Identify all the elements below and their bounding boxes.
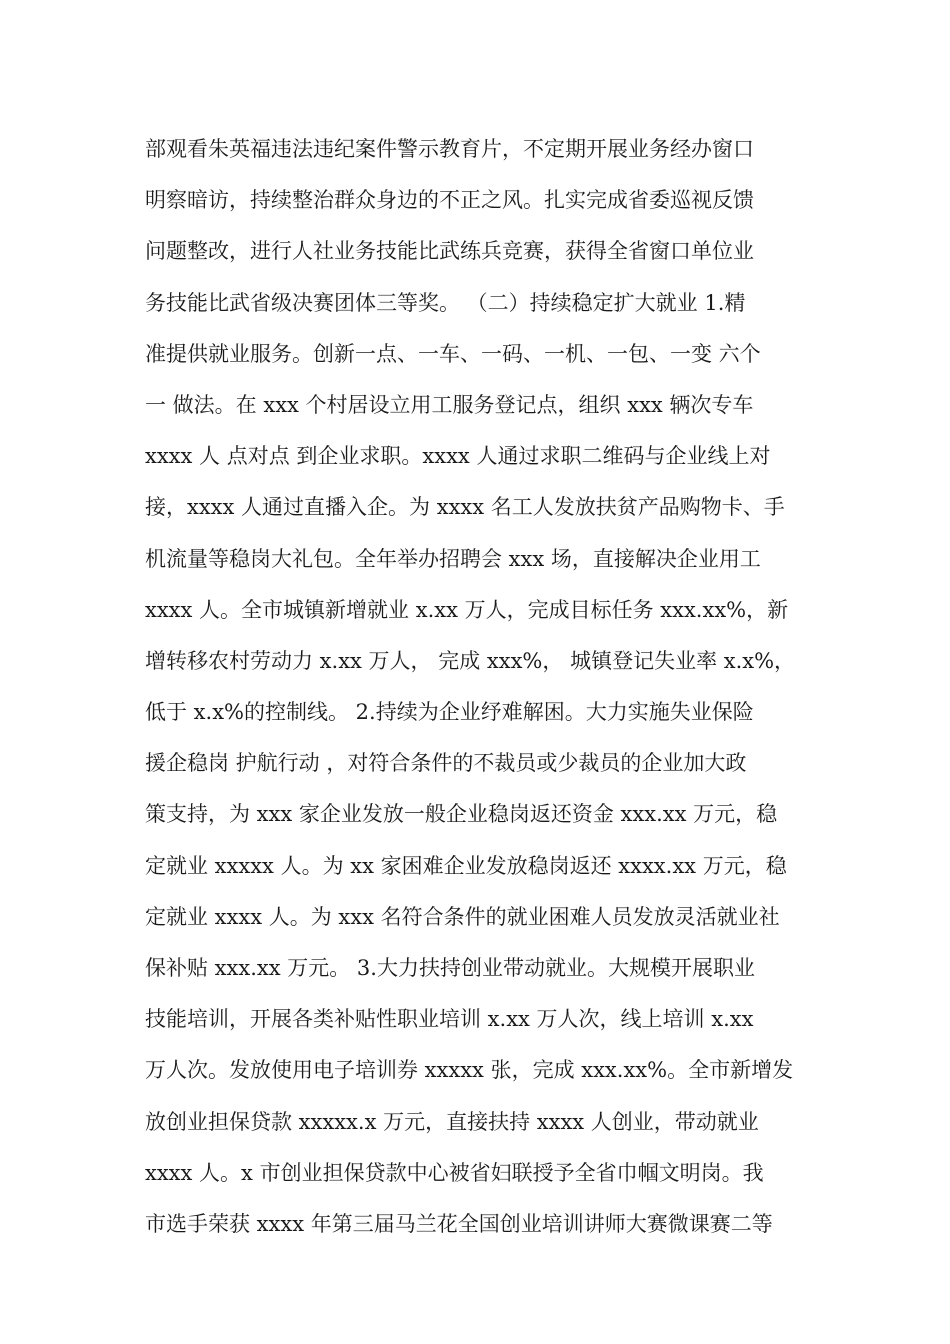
text-line: 机流量等稳岗大礼包。全年举办招聘会 xxx 场，直接解决企业用工 (145, 546, 761, 571)
text-line: 一 做法。在 xxx 个村居设立用工服务登记点，组织 xxx 辆次专车 (145, 392, 754, 417)
text-line: 增转移农村劳动力 x.xx 万人， 完成 xxx%， 城镇登记失业率 x.x%， (145, 648, 796, 673)
text-line: xxxx 人。x 市创业担保贷款中心被省妇联授予全省巾帼文明岗。我 (145, 1160, 764, 1185)
text-line: 保补贴 xxx.xx 万元。 3.大力扶持创业带动就业。大规模开展职业 (145, 956, 755, 980)
text-line: 策支持，为 xxx 家企业发放一般企业稳岗返还资金 xxx.xx 万元，稳 (145, 802, 778, 827)
text-line: xxxx 人。全市城镇新增就业 x.xx 万人，完成目标任务 xxx.xx%，新 (145, 597, 789, 622)
text-line: 定就业 xxxxx 人。为 xx 家困难企业发放稳岗返还 xxxx.xx 万元，稳 (145, 853, 787, 878)
text-line: 放创业担保贷款 xxxxx.x 万元，直接扶持 xxxx 人创业，带动就业 (145, 1109, 759, 1134)
text-line: 技能培训，开展各类补贴性职业培训 x.xx 万人次，线上培训 x.xx (145, 1007, 754, 1032)
text-line: 准提供就业服务。创新一点、一车、一码、一机、一包、一变 六个 (145, 341, 761, 366)
text-line: 市选手荣获 xxxx 年第三届马兰花全国创业培训讲师大赛微课赛二等 (145, 1211, 773, 1236)
text-line: 务技能比武省级决赛团体三等奖。 （二）持续稳定扩大就业 1.精 (145, 290, 746, 315)
text-line: 万人次。发放使用电子培训券 xxxxx 张，完成 xxx.xx%。全市新增发 (145, 1058, 794, 1083)
text-line: 接，xxxx 人通过直播入企。为 xxxx 名工人发放扶贫产品购物卡、手 (145, 495, 785, 520)
text-line: xxxx 人 点对点 到企业求职。xxxx 人通过求职二维码与企业线上对 (145, 444, 771, 469)
body-text (145, 124, 810, 1250)
text-line: 援企稳岗 护航行动 ，对符合条件的不裁员或少裁员的企业加大政 (145, 751, 747, 776)
text-line: 明察暗访，持续整治群众身边的不正之风。扎实完成省委巡视反馈 (145, 188, 754, 213)
text-line: 部观看朱英福违法违纪案件警示教育片，不定期开展业务经办窗口 (145, 137, 754, 161)
text-line: 问题整改，进行人社业务技能比武练兵竞赛，获得全省窗口单位业 (145, 239, 754, 264)
text-line: 低于 x.x%的控制线。 2.持续为企业纾难解困。大力实施失业保险 (145, 700, 754, 725)
text-line: 定就业 xxxx 人。为 xxx 名符合条件的就业困难人员发放灵活就业社 (145, 904, 780, 929)
